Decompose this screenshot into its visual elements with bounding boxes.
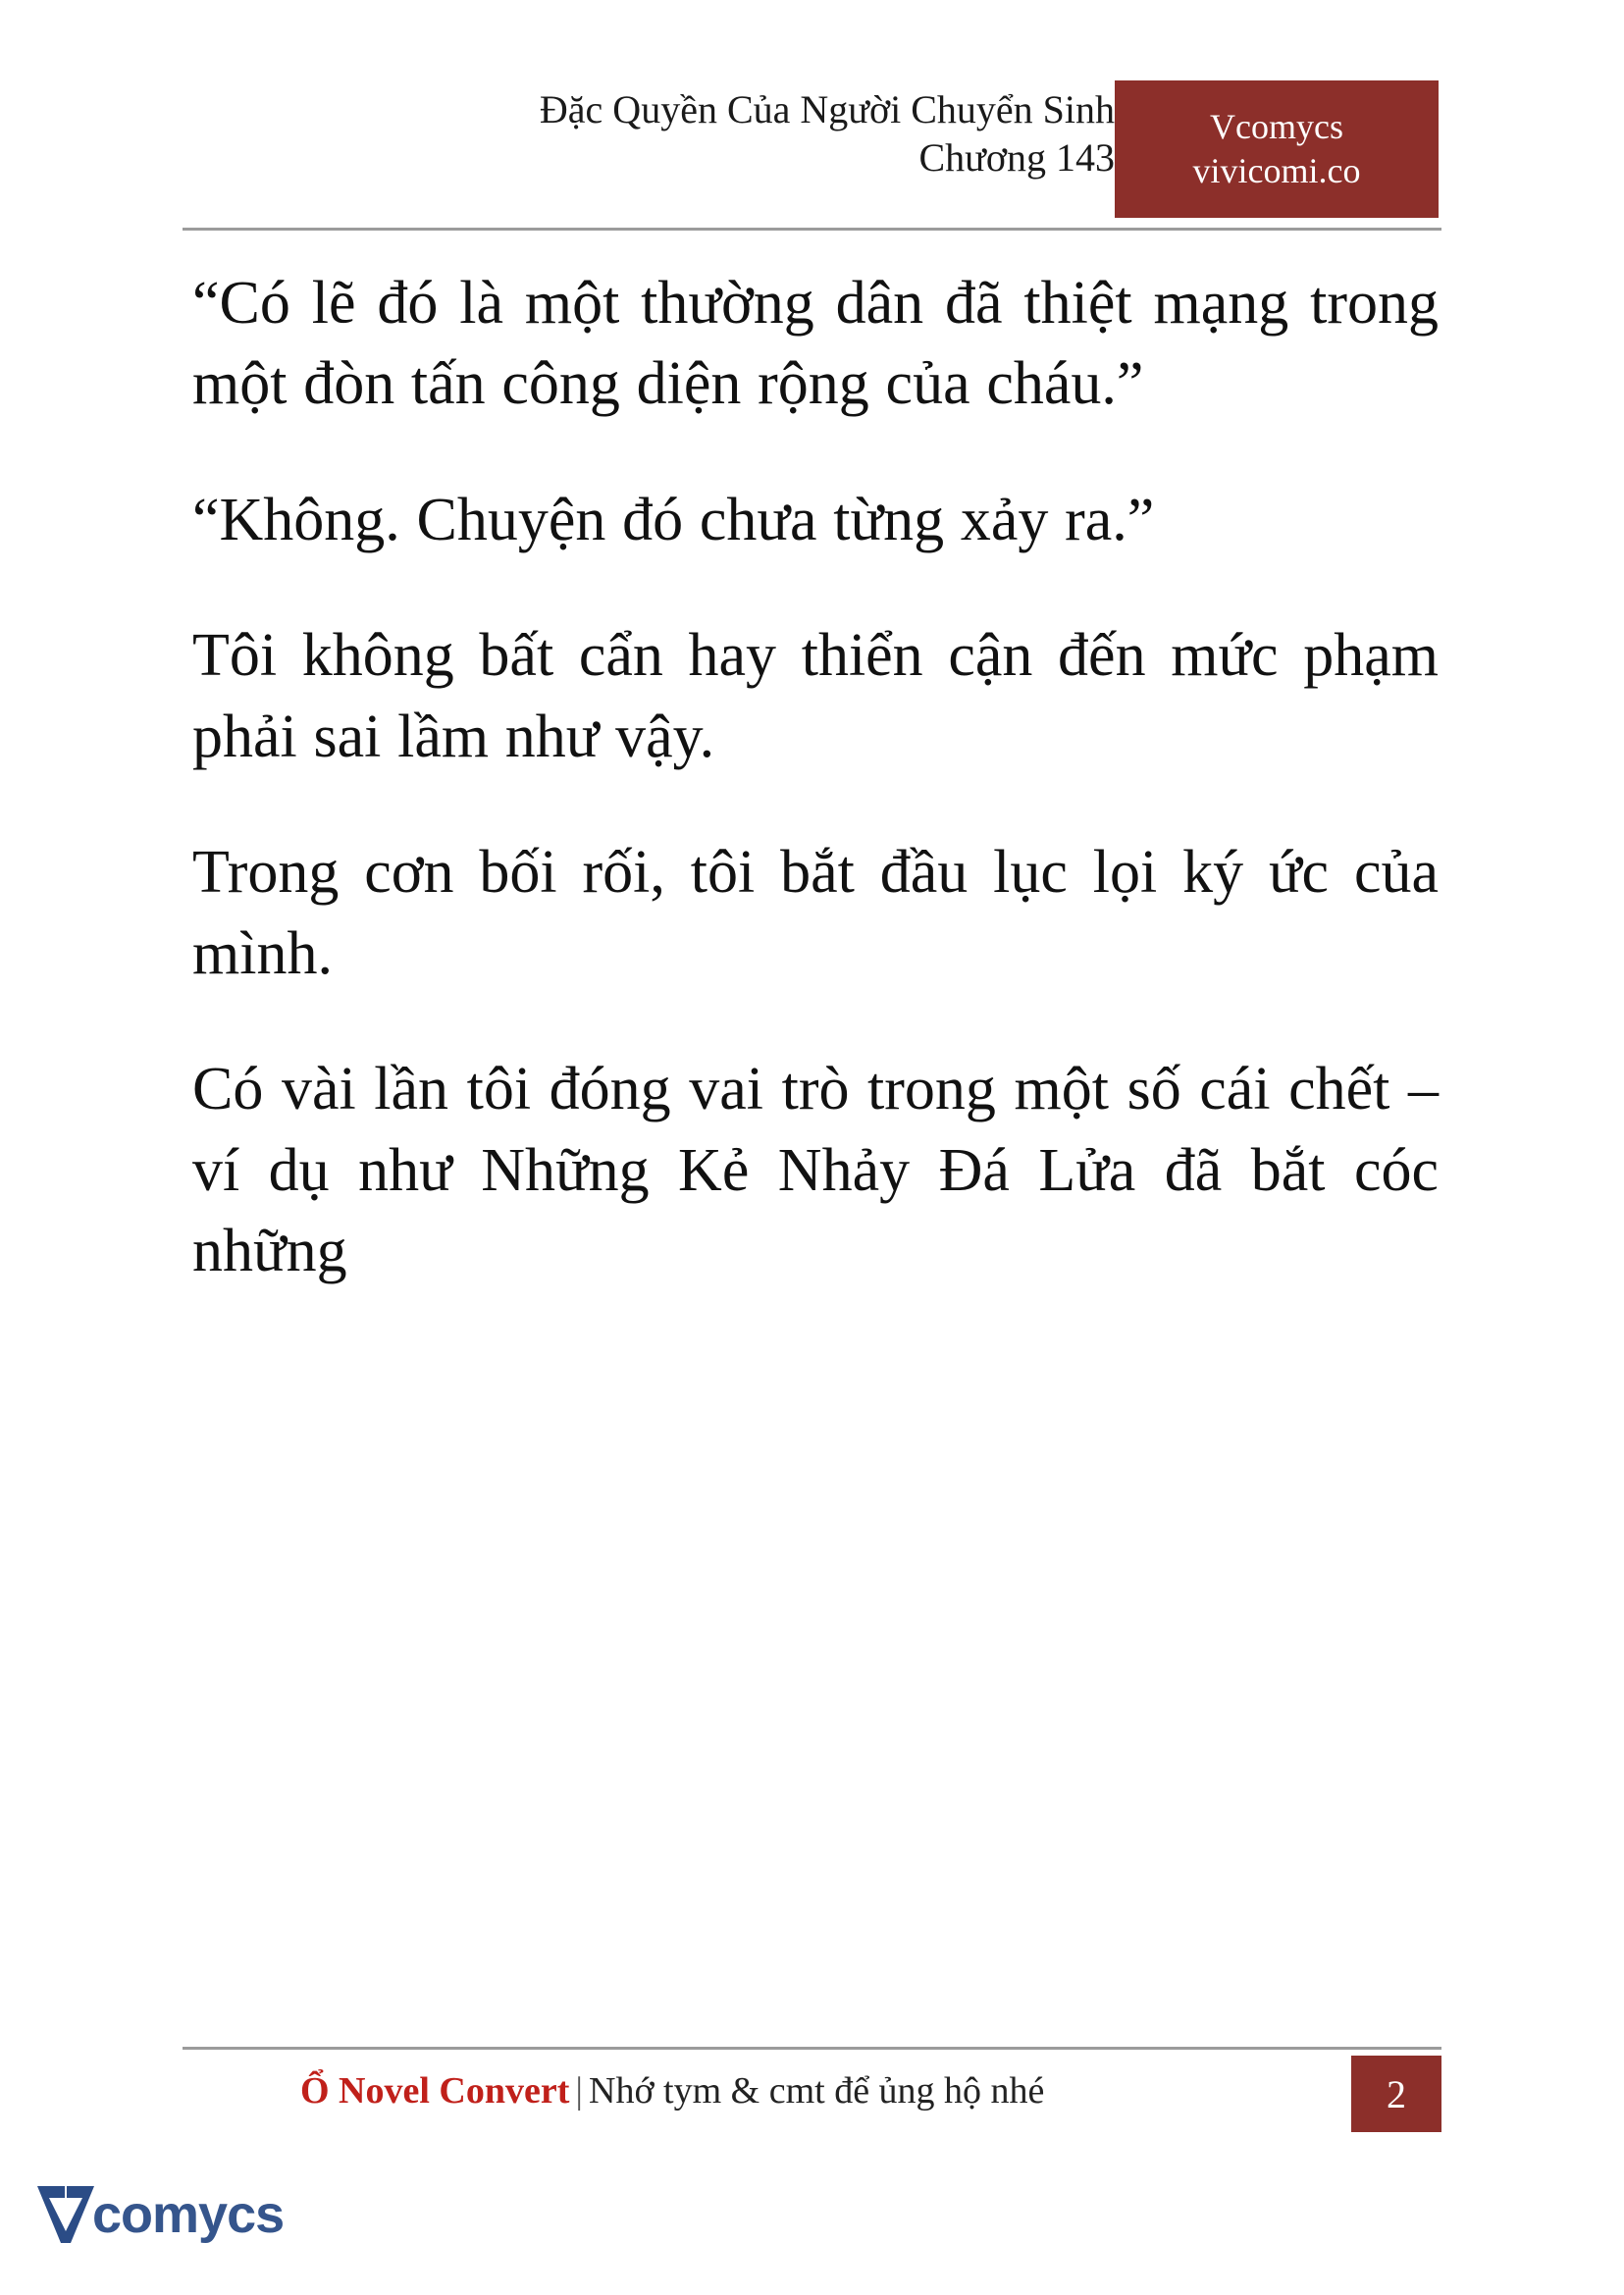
page-number: 2 xyxy=(1387,2071,1406,2116)
paragraph: “Không. Chuyện đó chưa từng xảy ra.” xyxy=(192,486,1155,553)
footer-credit xyxy=(300,2069,1044,2112)
page-footer xyxy=(183,2056,1441,2132)
footer-separator: | xyxy=(575,2070,583,2112)
brand-name: Vcomycs xyxy=(1210,107,1343,146)
footer-brand: Ổ Novel Convert xyxy=(300,2070,570,2112)
header-divider xyxy=(183,228,1441,231)
chapter-label: Chương 143 xyxy=(918,134,1115,180)
paragraph: Trong cơn bối rối, tôi bắt đầu lục lọi ký ức của mình. xyxy=(192,839,1439,987)
footer-divider xyxy=(183,2047,1441,2050)
page-header xyxy=(183,86,1439,224)
footer-note: Nhớ tym & cmt để ủng hộ nhé xyxy=(589,2070,1045,2112)
v-letter-logo-icon xyxy=(35,2182,96,2245)
paragraph: Có vài lần tôi đóng vai trò trong một số cái chết – ví dụ như Những Kẻ Nhảy Đá Lửa đã bắt cóc những xyxy=(192,1056,1439,1285)
page-number-badge xyxy=(1351,2056,1441,2132)
brand-badge xyxy=(1115,80,1439,218)
header-title xyxy=(271,86,1115,183)
watermark-logo xyxy=(35,2180,285,2259)
paragraph: “Có lẽ đó là một thường dân đã thiệt mạng trong một đòn tấn công diện rộng của cháu.” xyxy=(192,270,1439,418)
brand-url: vivicomi.co xyxy=(1192,151,1361,190)
novel-title: Đặc Quyền Của Người Chuyển Sinh xyxy=(539,87,1115,131)
page-content xyxy=(192,263,1439,1292)
watermark-text: comycs xyxy=(92,2185,285,2244)
paragraph: Tôi không bất cẩn hay thiển cận đến mức phạm phải sai lầm như vậy. xyxy=(192,622,1439,770)
